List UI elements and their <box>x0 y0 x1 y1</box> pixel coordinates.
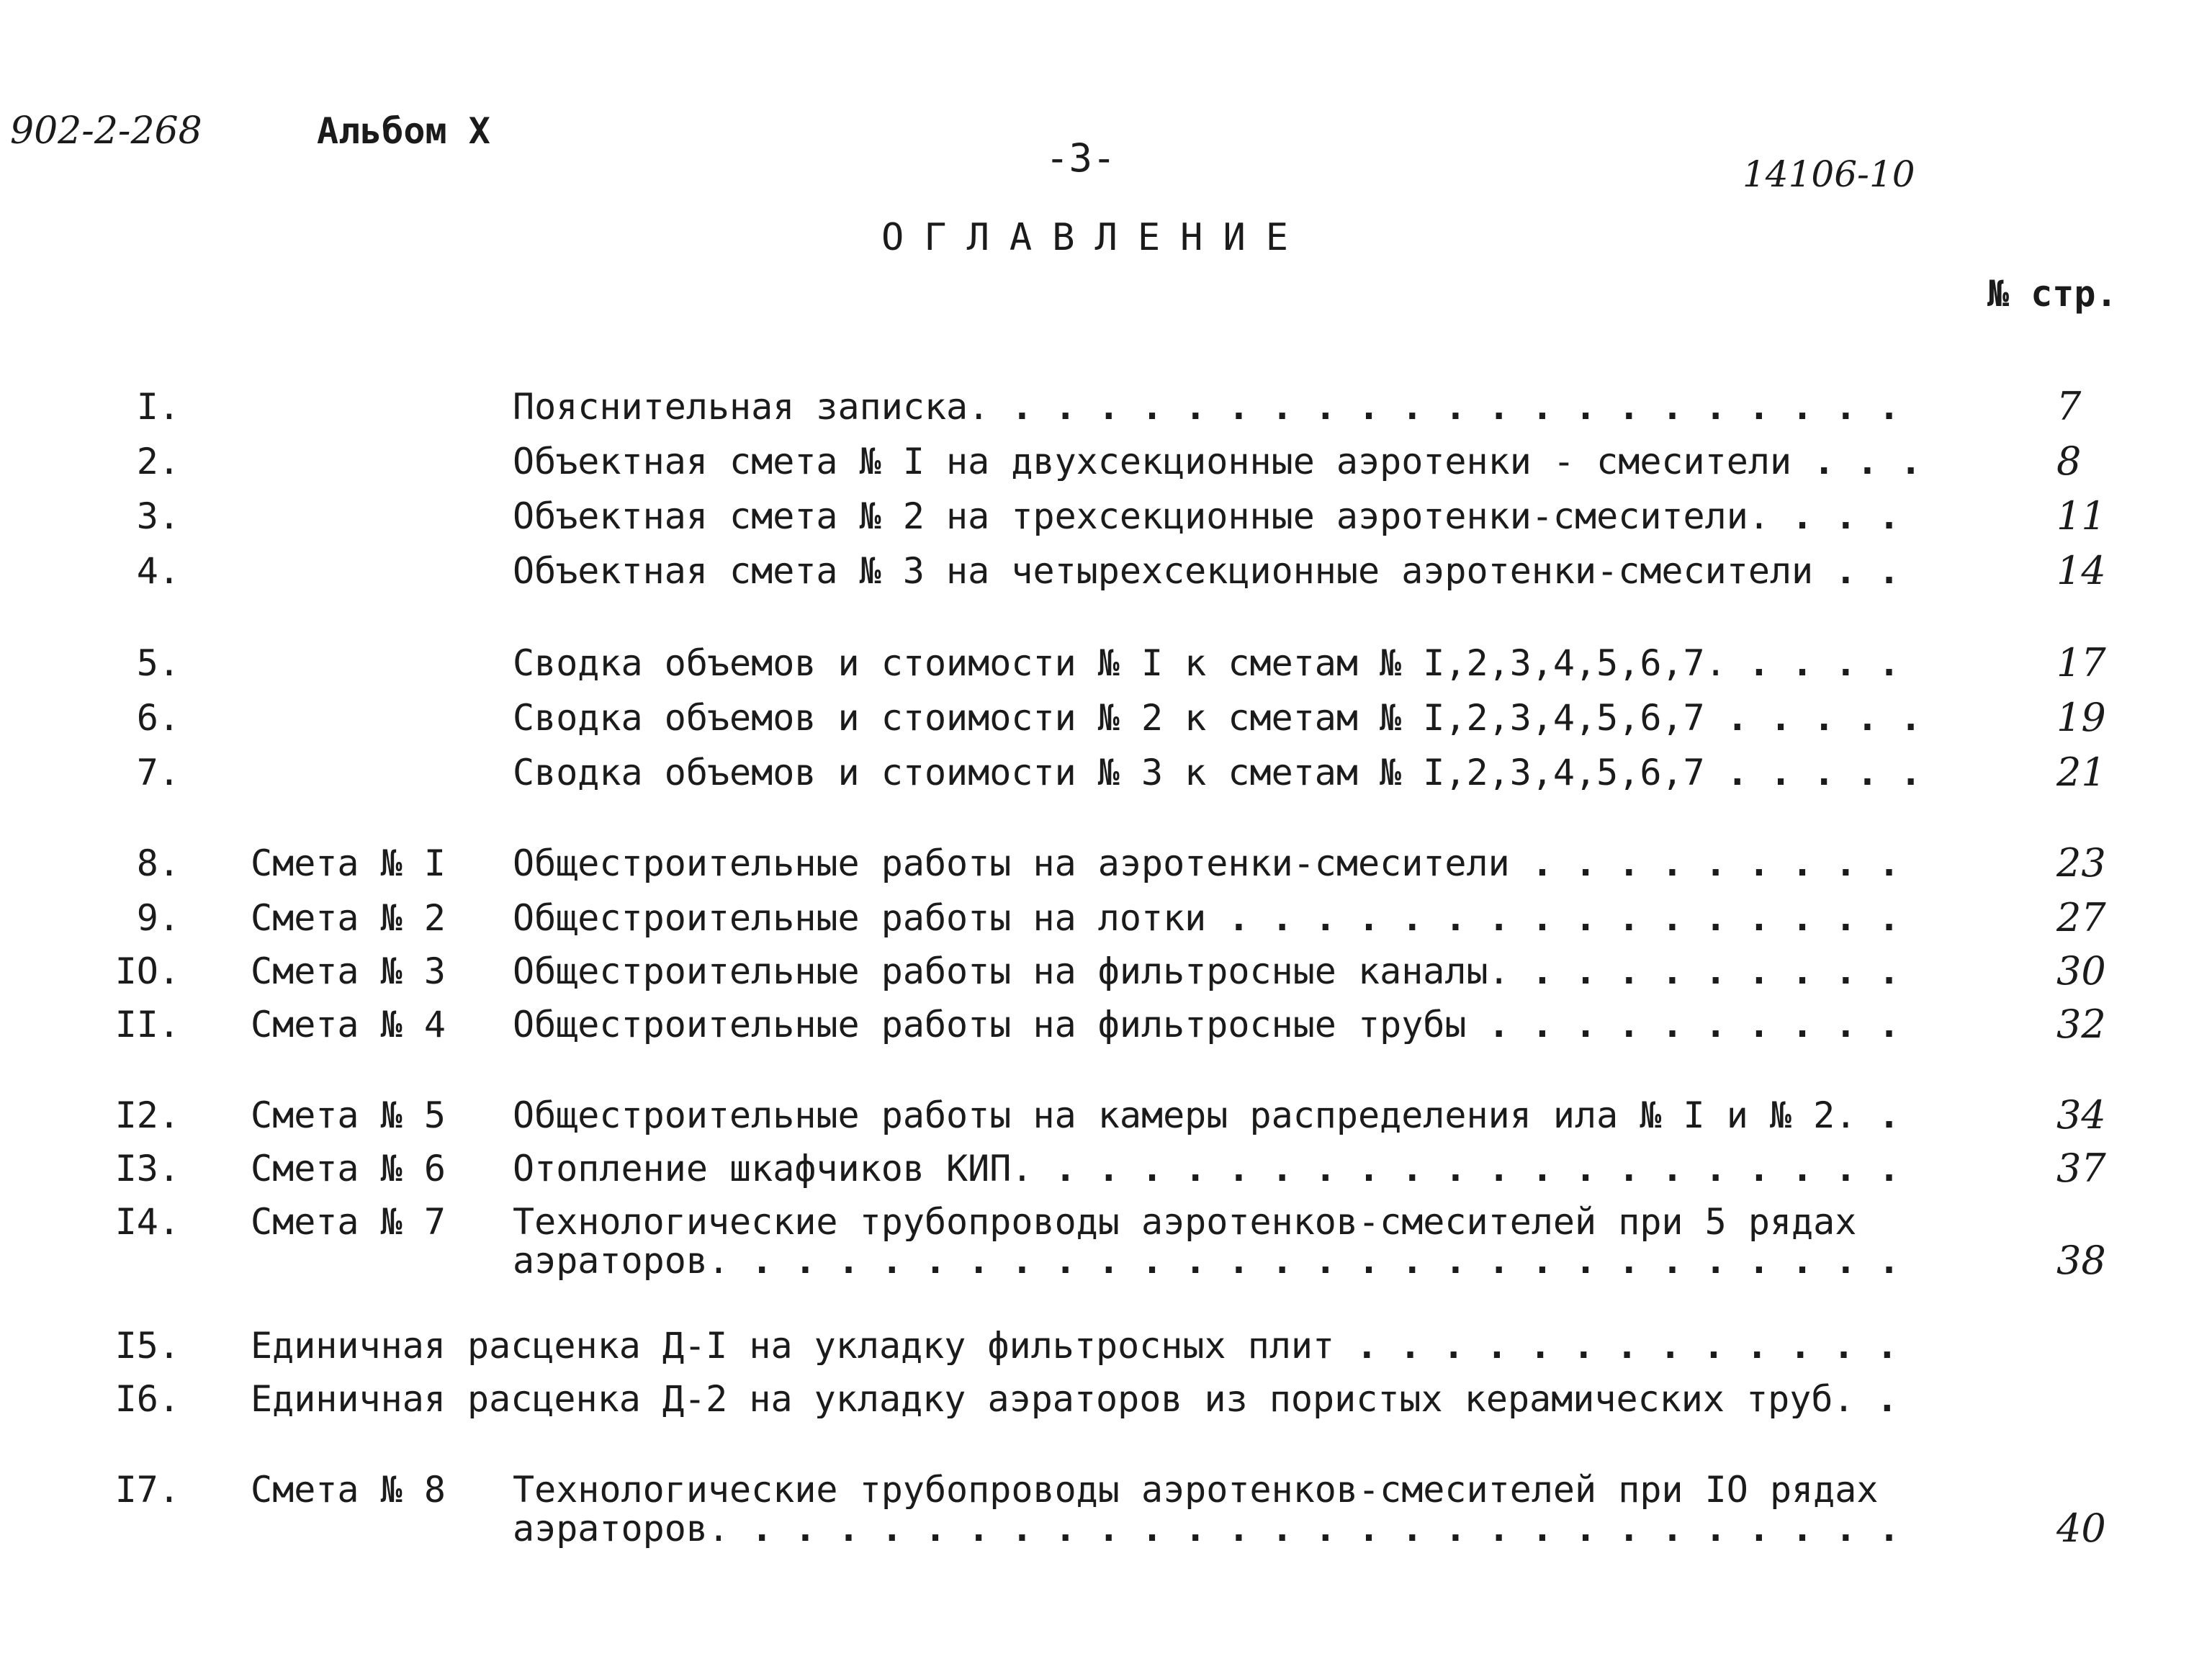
toc-entry-number: II. <box>114 1004 180 1045</box>
toc-entry-estimate: Смета № 5 <box>251 1094 446 1136</box>
toc-entry-page: 17 <box>2056 640 2106 685</box>
toc-entry-description <box>513 644 1924 683</box>
toc-entry-number: I5. <box>114 1325 180 1367</box>
toc-entry-page: 34 <box>2056 1092 2106 1138</box>
toc-entry-number: 4. <box>136 550 180 592</box>
toc-entry-line: Технологические трубопроводы аэротенков-смесителей при 5 рядах <box>513 1202 1857 1241</box>
toc-entry-description <box>513 844 1924 883</box>
toc-entry-number: I2. <box>114 1094 180 1136</box>
page-title: ОГЛАВЛЕНИЕ <box>881 216 1309 259</box>
toc-entry-line: Отопление шкафчиков КИП. . . . <box>513 1149 1924 1188</box>
toc-entry-line: Сводка объемов и стоимости № 2 к сметам № I,2,3,4,5,6,7 . . . <box>513 698 1924 737</box>
toc-entry-line: Объектная смета № 3 на четырехсекционные аэротенки-смесители . . . <box>513 552 1924 590</box>
toc-entry-line: Общестроительные работы на камеры распределения ила № I и № 2. . . . <box>513 1096 1924 1135</box>
page-column-label: № стр. <box>1987 273 2118 315</box>
toc-entry-description <box>513 698 1924 737</box>
toc-entry-page: 14 <box>2056 548 2106 593</box>
toc-entry-estimate: Смета № 8 <box>251 1469 446 1511</box>
toc-entry-number: 6. <box>136 697 180 739</box>
toc-entry-line: Единичная расценка Д-2 на укладку аэраторов из пористых керамических труб. . . . <box>251 1380 1924 1418</box>
toc-entry-page: 19 <box>2056 695 2106 740</box>
toc-entry-number: I4. <box>114 1201 180 1243</box>
toc-entry-description <box>513 442 1924 481</box>
toc-entry-page: 32 <box>2056 1002 2106 1047</box>
toc-entry-page: 7 <box>2056 384 2082 429</box>
toc-entry-page: 37 <box>2056 1146 2106 1191</box>
archive-number: 14106-10 <box>1743 153 1915 195</box>
toc-entry-page: 11 <box>2056 493 2106 539</box>
toc-entry-estimate: Смета № I <box>251 842 446 884</box>
toc-entry-number: 8. <box>136 842 180 884</box>
toc-entry-line: Объектная смета № I на двухсекционные аэротенки - смесители . . . <box>513 442 1924 481</box>
toc-entry-number: 9. <box>136 897 180 939</box>
toc-entry-line: Единичная расценка Д-I на укладку фильтросных плит . . . <box>251 1326 1924 1365</box>
toc-entry-line: Сводка объемов и стоимости № I к сметам № I,2,3,4,5,6,7. . . . <box>513 644 1924 683</box>
toc-entry-estimate: Смета № 3 <box>251 950 446 992</box>
toc-entry-number: 2. <box>136 441 180 482</box>
toc-entry-description <box>251 1326 1924 1365</box>
toc-entry-line: Общестроительные работы на аэротенки-смесители . . . <box>513 844 1924 883</box>
toc-entry-line: Объектная смета № 2 на трехсекционные аэротенки-смесители. . . . <box>513 497 1924 536</box>
toc-entry-number: I6. <box>114 1378 180 1420</box>
toc-entry-description <box>513 1470 1924 1548</box>
toc-entry-description <box>513 899 1924 937</box>
toc-entry-page: 30 <box>2056 948 2106 994</box>
toc-entry-estimate: Смета № 2 <box>251 897 446 939</box>
toc-entry-line: Технологические трубопроводы аэротенков-смесителей при IO рядах <box>513 1470 1879 1509</box>
toc-entry-line: Общестроительные работы на лотки . . . <box>513 899 1924 937</box>
toc-entry-description <box>513 497 1924 536</box>
toc-entry-line: Общестроительные работы на фильтросные трубы . . . <box>513 1005 1924 1044</box>
document-code: 902-2-268 <box>10 109 202 153</box>
toc-entry-description <box>513 552 1924 590</box>
toc-entry-page: 27 <box>2056 895 2106 940</box>
toc-entry-description <box>513 1096 1924 1135</box>
toc-entry-page: 23 <box>2056 840 2106 886</box>
toc-entry-page: 38 <box>2056 1238 2106 1283</box>
toc-entry-description <box>251 1380 1924 1418</box>
toc-entry-line: аэраторов. . . . <box>513 1241 1924 1280</box>
toc-entry-line: аэраторов. . . . <box>513 1509 1924 1548</box>
toc-entry-line: Общестроительные работы на фильтросные каналы. . . . <box>513 952 1924 991</box>
page-number: -3- <box>1046 135 1116 181</box>
toc-entry-estimate: Смета № 6 <box>251 1148 446 1189</box>
toc-entry-description <box>513 952 1924 991</box>
toc-entry-page: 40 <box>2056 1506 2106 1551</box>
toc-entry-description <box>513 387 1924 426</box>
toc-entry-estimate: Смета № 7 <box>251 1201 446 1243</box>
toc-entry-description <box>513 1149 1924 1188</box>
toc-entry-line: Пояснительная записка. . . . <box>513 387 1924 426</box>
toc-entry-line: Сводка объемов и стоимости № 3 к сметам № I,2,3,4,5,6,7 . . . <box>513 753 1924 792</box>
toc-entry-number: 3. <box>136 495 180 537</box>
toc-entry-number: 5. <box>136 642 180 684</box>
toc-entry-description <box>513 1202 1924 1280</box>
album-label: Альбом X <box>317 110 490 152</box>
toc-entry-description <box>513 1005 1924 1044</box>
toc-entry-number: 7. <box>136 752 180 793</box>
toc-entry-number: IO. <box>114 950 180 992</box>
toc-entry-number: I7. <box>114 1469 180 1511</box>
toc-entry-page: 8 <box>2056 438 2082 484</box>
toc-entry-number: I3. <box>114 1148 180 1189</box>
toc-entry-estimate: Смета № 4 <box>251 1004 446 1045</box>
toc-entry-number: I. <box>136 386 180 428</box>
toc-entry-description <box>513 753 1924 792</box>
toc-entry-page: 21 <box>2056 750 2106 795</box>
